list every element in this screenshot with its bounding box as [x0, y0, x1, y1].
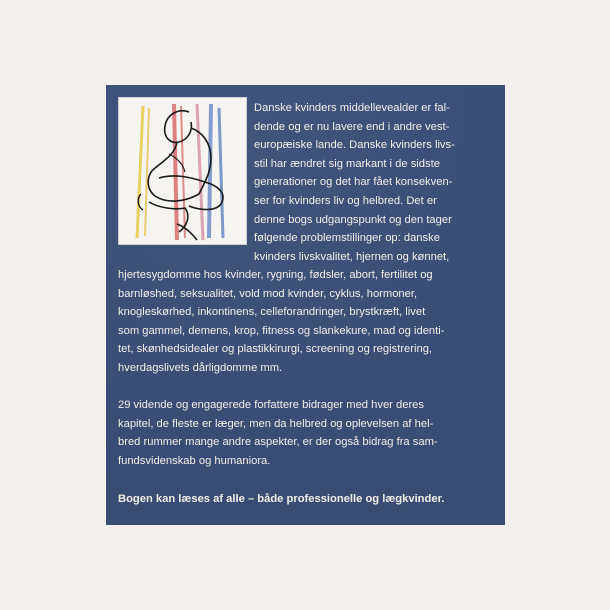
text-line: ser for kvinders liv og helbred. Det er [254, 194, 437, 207]
text-line: kvinders livskvalitet, hjernen og kønnet, [254, 250, 450, 263]
text-line: som gammel, demens, krop, fitness og slankekure, mad og identi- [118, 324, 445, 337]
text-line: 29 vidende og engagerede forfattere bidrager med hver deres [118, 399, 424, 411]
audience-statement: Bogen kan læses af alle – både professionelle og lægkvinder. [118, 493, 445, 505]
text-line: dende og er nu lavere end i andre vest- [254, 120, 450, 133]
text-line: fundsvidenskab og humaniora. [118, 454, 271, 467]
authors-paragraph [118, 396, 438, 470]
sketch-drawing-image [119, 98, 246, 244]
intro-paragraph-narrow [254, 99, 455, 266]
text-line: Danske kvinders middellevealder er fal- [254, 102, 450, 114]
text-line: generationer og det har fået konsekven- [254, 176, 453, 189]
text-line: denne bogs udgangspunkt og den tager [254, 213, 452, 226]
text-line: bred rummer mange andre aspekter, er der også bidrag fra sam- [118, 436, 438, 449]
text-line: knogleskørhed, inkontinens, celleforandringer, brystkræft, livet [118, 306, 426, 319]
text-line: barnløshed, seksualitet, vold mod kvinder, cyklus, hormoner, [118, 287, 418, 300]
text-line: følgende problemstillinger op: danske [254, 232, 440, 245]
cover-illustration [118, 97, 247, 245]
book-back-cover [106, 85, 505, 525]
text-line: stil har ændret sig markant i de sidste [254, 157, 440, 170]
intro-paragraph-wide [118, 266, 444, 378]
text-line: tet, skønhedsidealer og plastikkirurgi, screening og registrering, [118, 343, 433, 356]
text-line: hverdagslivets dårligdomme mm. [118, 361, 283, 374]
text-line: hjertesygdomme hos kvinder, rygning, fødsler, abort, fertilitet og [118, 269, 433, 281]
text-line: kapitel, de fleste er læger, men da helbred og oplevelsen af hel- [118, 417, 434, 430]
text-line: europæiske lande. Danske kvinders livs- [254, 139, 455, 152]
